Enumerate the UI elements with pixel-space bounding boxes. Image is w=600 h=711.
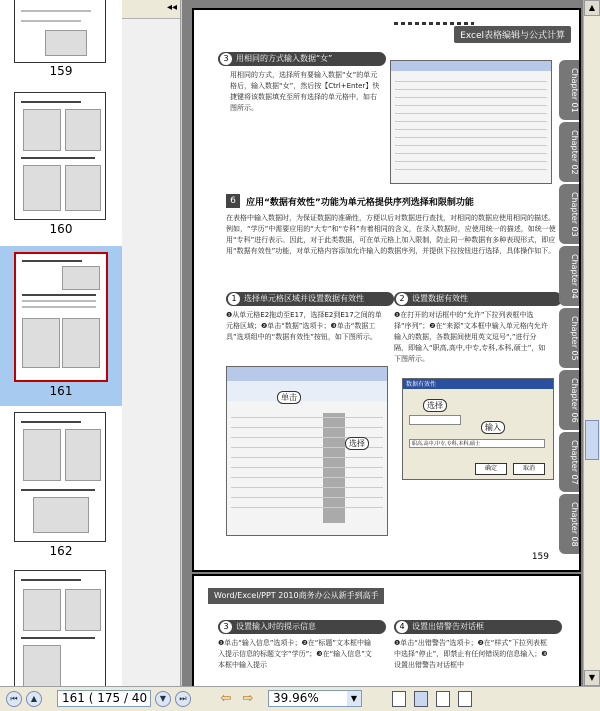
chapter-tab: Chapter 02 [559, 122, 579, 182]
vertical-scrollbar[interactable] [583, 0, 600, 686]
thumbnail-page [14, 412, 106, 542]
thumbnail-page [14, 252, 108, 382]
zoom-value: 39.96% [273, 691, 319, 705]
thumbnail-label: 161 [49, 384, 73, 398]
chapter-tab: Chapter 08 [559, 494, 579, 554]
zoom-field[interactable] [268, 690, 362, 707]
dialog-ok: 确定 [475, 463, 507, 475]
step-number: 1 [228, 293, 240, 305]
chapter-tab: Chapter 03 [559, 184, 579, 244]
step-heading [226, 292, 394, 306]
thumbnail-item-161[interactable] [0, 246, 122, 406]
page-info: ( 175 / 40 [88, 691, 148, 705]
thumbnail-page [14, 0, 106, 63]
current-page: 161 [62, 691, 85, 705]
sidebar-gutter [122, 18, 180, 686]
dialog-cancel: 取消 [513, 463, 545, 475]
chapter-tab: Chapter 01 [559, 60, 579, 120]
page-number: 159 [531, 552, 549, 562]
validation-dialog-screenshot [402, 378, 554, 480]
thumbnail-page [14, 92, 106, 220]
forward-arrow-icon[interactable]: ⇨ [242, 691, 254, 706]
facing-view-icon[interactable] [436, 691, 450, 707]
page-header [194, 10, 579, 40]
section-heading [218, 52, 386, 66]
thumbnail-item-163[interactable] [0, 566, 122, 686]
thumbnail-item-159[interactable] [0, 0, 122, 82]
step-text: ❶单击“出错警告”选项卡；❷在“样式”下拉列表框中选择“停止”，即禁止有任何错误的信息输入；❸设置出错警告对话框中 [394, 639, 548, 669]
collapse-sidebar-icon[interactable]: ◂◂ [166, 2, 177, 13]
scroll-up-arrow[interactable]: ▲ [584, 0, 600, 16]
continuous-view-icon[interactable] [414, 691, 428, 707]
section-title: 应用“数据有效性”功能为单元格提供序列选择和限制功能 [246, 198, 474, 208]
thumbnail-page [14, 570, 106, 686]
dialog-source: 职高,高中,中专,专科,本科,硕士 [409, 439, 545, 448]
chapter-tab: Chapter 04 [559, 246, 579, 306]
step-heading [394, 620, 562, 634]
chapter-tab: Chapter 07 [559, 432, 579, 492]
next-page-icon[interactable]: ▼ [155, 691, 171, 707]
section-text: 在表格中输入数据时，为保证数据的准确性，方便以后对数据进行查找，对相同的数据应使用相同的描述。例如，“学历”中需要应用的“大专”和“专科”有着相同的含义，在录入数据时，应使用统一的描述，如统一使用“专科”进行表示。因此，对于此类数据，可在单元格上加入限制，防止同一种数据有多种表现形式，即应用“数据有效性”功能，对单元格内容添加允许输入的数据序列，并提供下拉按钮进行选择，具体操作如下。 [226, 214, 556, 255]
last-page-icon[interactable]: ⏭ [175, 691, 191, 707]
step-title: 设置输入时的提示信息 [236, 622, 316, 631]
navigation-toolbar [0, 686, 600, 711]
section-number: 3 [220, 53, 232, 65]
step-number: 4 [396, 621, 408, 633]
section-text: 用相同的方式，选择所有要输入数据“女”的单元格后，输入数据“女”，然后按【Ctrl+Enter】快捷键将该数据填充至所有选择的单元格中，如右图所示。 [230, 71, 380, 112]
section-title: 用相同的方式输入数据“女” [236, 54, 333, 63]
spreadsheet-screenshot [390, 60, 552, 184]
thumbnail-sidebar [0, 0, 181, 686]
document-view[interactable] [182, 0, 600, 686]
callout-label: 单击 [277, 391, 301, 404]
step-title: 设置数据有效性 [412, 294, 468, 303]
scroll-down-arrow[interactable]: ▼ [584, 670, 600, 686]
step-number: 3 [220, 621, 232, 633]
step-text: ❶单击“输入信息”选项卡；❷在“标题”文本框中输入提示信息的标题文字“学历”；❸在“输入信息”文本框中输入提示 [218, 639, 372, 669]
back-arrow-icon[interactable]: ⇦ [220, 691, 232, 706]
first-page-icon[interactable]: ⏮ [6, 691, 22, 707]
thumbnail-item-162[interactable] [0, 408, 122, 558]
step-number: 2 [396, 293, 408, 305]
page-number-input[interactable] [57, 690, 151, 707]
dialog-title: 数据有效性 [403, 379, 553, 389]
step-text: ❶在打开的对话框中的“允许”下拉列表框中选择“序列”；❷在“来源”文本框中输入单元格内允许输入的数据，各数据间使用英文逗号“,”进行分隔，即输入“职高,高中,中专,专科,本科,硕士”，如下图所示。 [394, 311, 548, 363]
section-number: 6 [226, 194, 240, 208]
document-page [192, 8, 581, 572]
thumbnail-label: 159 [49, 64, 73, 78]
page-header-title: Excel表格编辑与公式计算 [454, 26, 571, 43]
scroll-thumb[interactable] [585, 420, 599, 460]
continuous-facing-view-icon[interactable] [458, 691, 472, 707]
thumbnail-label: 162 [49, 544, 73, 558]
previous-page-icon[interactable]: ▲ [26, 691, 42, 707]
excel-screenshot [226, 366, 388, 536]
sidebar-toolbar [122, 0, 180, 19]
callout-label: 选择 [345, 437, 369, 450]
step-title: 设置出错警告对话框 [412, 622, 484, 631]
step-title: 选择单元格区域并设置数据有效性 [244, 294, 364, 303]
callout-label: 选择 [423, 399, 447, 412]
step-heading [394, 292, 562, 306]
thumbnail-list [0, 0, 122, 686]
single-page-view-icon[interactable] [392, 691, 406, 707]
step-heading [218, 620, 386, 634]
document-page [192, 574, 581, 686]
callout-label: 输入 [481, 421, 505, 434]
thumbnail-item-160[interactable] [0, 88, 122, 238]
chapter-tab: Chapter 05 [559, 308, 579, 368]
chapter-tab: Chapter 06 [559, 370, 579, 430]
chevron-down-icon[interactable]: ▼ [347, 691, 361, 706]
thumbnail-label: 160 [49, 222, 73, 236]
step-text: ❶从单元格E2拖动至E17，选择E2到E17之间的单元格区域；❷单击“数据”选项卡；❸单击“数据工具”选项组中的“数据有效性”按钮，如下图所示。 [226, 311, 382, 341]
page-header-title: Word/Excel/PPT 2010商务办公从新手到高手 [208, 588, 384, 604]
